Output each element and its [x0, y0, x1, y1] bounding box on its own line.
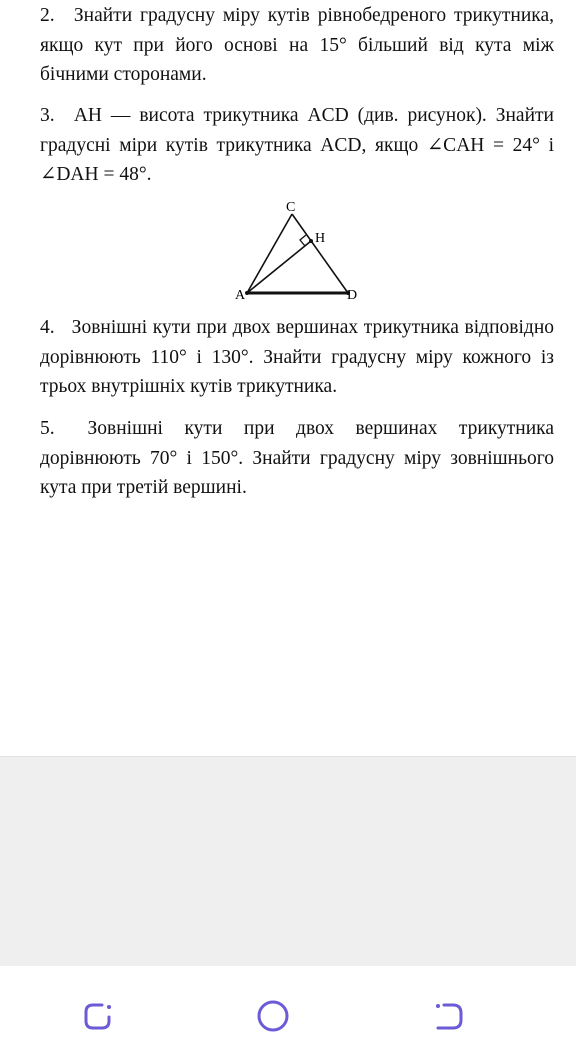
- problem-text: Зовнішні кути при двох вершинах трикутника дорівнюють 70° і 150°. Знайти градусну міру зовнішнього кута при третій вершині.: [40, 418, 554, 498]
- right-angle-mark: [300, 235, 306, 246]
- problem-text: Зовнішні кути при двох вершинах трикутника відповідно дорівнюють 110° і 130°. Знайти градусну міру кожного із трьох внутрішніх кутів трикутника.: [40, 317, 555, 397]
- page-background-area: [0, 756, 576, 967]
- problem-text: AH — висота трикутника ACD (див. рисунок). Знайти градусні міри кутів трикутника ACD, якщо ∠CAH = 24° і ∠DAH = 48°.: [40, 105, 554, 185]
- home-button[interactable]: [253, 996, 293, 1036]
- altitude-ah: [247, 241, 311, 293]
- problem-4: [40, 313, 554, 402]
- problem-5: [40, 414, 554, 503]
- problem-3: [40, 101, 554, 190]
- label-c: C: [286, 200, 296, 215]
- problem-number: 2.: [40, 5, 55, 26]
- label-a: A: [235, 288, 246, 303]
- recents-button[interactable]: [78, 996, 118, 1036]
- label-h: H: [315, 231, 326, 246]
- recents-icon: [78, 996, 118, 1036]
- problem-number: 4.: [40, 317, 55, 338]
- problem-number: 5.: [40, 418, 55, 439]
- side-ac: [247, 214, 292, 293]
- problem-number: 3.: [40, 105, 55, 126]
- back-icon: [430, 996, 470, 1036]
- home-icon: [253, 996, 293, 1036]
- point-a: [245, 291, 249, 295]
- side-cd: [292, 214, 348, 293]
- problem-text: Знайти градусну міру кутів рівнобедреного трикутника, якщо кут при його основі на 15° більший від кута між бічними сторонами.: [40, 5, 554, 85]
- point-h: [309, 239, 313, 243]
- label-d: D: [347, 288, 358, 303]
- problem-2: [40, 1, 554, 90]
- triangle-figure: [230, 198, 360, 308]
- back-button[interactable]: [430, 996, 470, 1036]
